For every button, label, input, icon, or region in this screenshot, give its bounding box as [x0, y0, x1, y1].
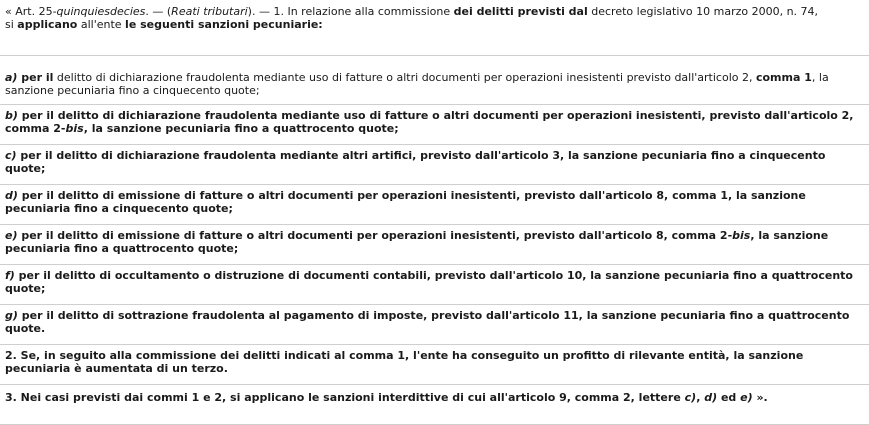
item-text: per il delitto di dichiarazione fraudolenta mediante altri artifici, previsto dall'articolo 3, la sanzione pecuniaria fino a cinquecento quote;: [5, 149, 826, 175]
item-letter: f): [5, 269, 15, 282]
intro-text: applicano: [17, 18, 78, 31]
paragraph-text: ».: [752, 391, 768, 404]
list-item-b: [0, 105, 869, 145]
item-text: bis: [65, 122, 84, 135]
item-text: per il delitto di sottrazione fraudolenta al pagamento di imposte, previsto dall'articolo 11, la sanzione pecuniaria fino a quattrocento quote.: [5, 309, 850, 335]
paragraph-3: [0, 385, 869, 425]
list-item-f: [0, 265, 869, 305]
item-letter: c): [5, 149, 17, 162]
item-letter: e): [5, 229, 18, 242]
item-text: per il: [17, 71, 54, 84]
paragraph-text: ed: [717, 391, 741, 404]
paragraph-text: e): [740, 391, 753, 404]
paragraph-text: 3. Nei casi previsti dai commi 1 e 2, si applicano le sanzioni interdittive di cui all'articolo 9, comma 2, lettere: [5, 391, 685, 404]
item-text: per il delitto di occultamento o distruzione di documenti contabili, previsto dall'articolo 10, la sanzione pecuniaria fino a quattrocento quote;: [5, 269, 853, 295]
item-text: delitto di dichiarazione fraudolenta mediante uso di fatture o altri documenti per operazioni inesistenti previsto dall'articolo 2,: [53, 71, 756, 84]
list-item-g: [0, 305, 869, 345]
intro-text: ). — 1. In relazione alla commissione: [247, 5, 454, 18]
intro-text: « Art. 25-: [5, 5, 57, 18]
item-letter: g): [5, 309, 18, 322]
intro-text: Reati tributari: [171, 5, 248, 18]
item-letter: d): [5, 189, 18, 202]
list-item-d: [0, 185, 869, 225]
item-text: per il delitto di emissione di fatture o altri documenti per operazioni inesistenti, previsto dall'articolo 8, comma 2-: [17, 229, 733, 242]
intro-text: all'ente: [77, 18, 126, 31]
item-letter: b): [5, 109, 18, 122]
list-item-e: [0, 225, 869, 265]
paragraph-text: c): [684, 391, 697, 404]
item-text: , la sanzione pecuniaria fino a cinquecento quote;: [5, 71, 829, 97]
intro-text: si: [5, 18, 18, 31]
list-item-c: [0, 145, 869, 185]
paragraph-2: [0, 345, 869, 385]
paragraph-text: d): [704, 391, 718, 404]
item-text: per il delitto di emissione di fatture o altri documenti per operazioni inesistenti, previsto dall'articolo 8, comma 1, la sanzione pecuniaria fino a cinquecento quote;: [5, 189, 806, 215]
intro-text: decreto legislativo 10 marzo 2000, n. 74,: [587, 5, 819, 18]
item-text: , la sanzione pecuniaria fino a quattrocento quote;: [5, 229, 829, 255]
item-text: comma 1: [755, 71, 812, 84]
paragraph-text: 2. Se, in seguito alla commissione dei delitti indicati al comma 1, l'ente ha conseguito un profitto di rilevante entità, la sanzione pecuniaria è aumentata di un terzo.: [5, 349, 804, 375]
item-letter: a): [5, 71, 18, 84]
intro-text: dei delitti previsti dal: [453, 5, 588, 18]
list-item-a: [0, 56, 869, 105]
intro-text: quinquiesdecies: [56, 5, 146, 18]
item-text: bis: [732, 229, 751, 242]
intro-text: le seguenti sanzioni pecuniarie:: [125, 18, 323, 31]
item-text: , la sanzione pecuniaria fino a quattrocento quote;: [83, 122, 399, 135]
article-intro: [0, 0, 869, 56]
paragraph-text: ,: [696, 391, 705, 404]
item-text: per il delitto di dichiarazione fraudolenta mediante uso di fatture o altri documenti per operazioni inesistenti, previsto dall'articolo 2, comma 2-: [5, 109, 854, 135]
intro-text: . — (: [145, 5, 172, 18]
